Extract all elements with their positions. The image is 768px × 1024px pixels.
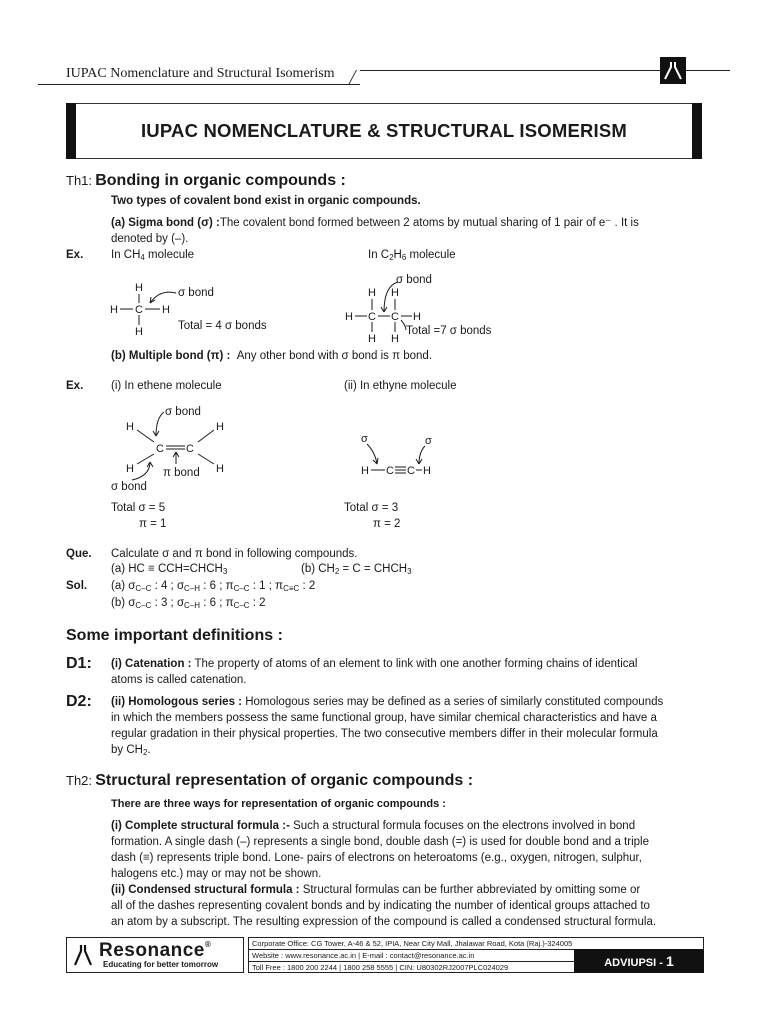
svg-text:C: C [391,311,399,323]
running-header: IUPAC Nomenclature and Structural Isomerism [66,66,335,81]
condensed-structural-formula: (ii) Condensed structural formula : Structural formulas can be further abbreviated by omitting some or all of the dashes representing covalent bonds and by indicating the number of identical groups attached to an atom by a subscript. The resulting expression of the compound is called a condensed structural formula. [111,884,657,928]
question-text: Calculate σ and π bond in following compounds. [111,548,358,560]
svg-text:H: H [423,465,431,477]
svg-text:H: H [126,463,134,475]
ch4-structure [100,275,300,345]
svg-text:H: H [413,311,421,323]
complete-structural-formula: (i) Complete structural formula :- Such a structural formula focuses on the electrons involved in bond formation. A single dash (–) represents a single bond, double dash (=) is used for double bond and a triple dash (≡) represents triple bond. Lone- pairs of electrons on heteroatoms (e.g., oxygen, nitrogen, sulphur, halogens etc.) may or may not be shown. [111,820,649,880]
d2-label: D2: [66,693,92,710]
c2h6-sigma-label: σ bond [396,274,432,286]
header-rule-right [686,70,730,71]
svg-text:σ: σ [361,433,368,445]
footer-office: Corporate Office: CG Tower, A-46 & 52, IPIA, Near City Mall, Jhalawar Road, Kota (Raj.)-324005 [249,938,703,950]
resonance-logo-icon [71,941,95,969]
th1-intro: Two types of covalent bond exist in organic compounds. [111,195,421,207]
svg-text:H: H [345,311,353,323]
header-rule [38,84,360,85]
svg-text:H: H [391,287,399,299]
footer-tollfree: Toll Free : 1800 200 2244 | 1800 258 5555 | CIN: U80302RJ2007PLC024029 [252,963,509,972]
header-rule-top [360,70,660,71]
svg-text:C: C [135,304,143,316]
ethyne-total-pi: π = 2 [373,518,401,530]
svg-text:H: H [110,304,118,316]
svg-text:C: C [386,465,394,477]
brand-tagline: Educating for better tomorrow [103,960,219,969]
title-bar-right [692,103,702,159]
example-label-2: Ex. [66,380,84,392]
footer-website: Website : www.resonance.ac.in | E-mail : contact@resonance.ac.in [249,950,575,962]
ethyne-total-sigma: Total σ = 3 [344,502,399,514]
svg-text:H: H [135,326,143,338]
question-label: Que. [66,548,92,560]
ethene-sigma-bottom: σ bond [111,481,147,493]
ethene-sigma-top: σ bond [165,406,201,418]
ethene-caption: (i) In ethene molecule [111,380,222,392]
svg-text:H: H [135,282,143,294]
solution-b: (b) $\sigma_{C-C}$ : 3 ; $\sigma_{C-H}$ : 6 ; $\pi_{C-C}$ : 2 [111,597,266,610]
svg-text:H: H [216,421,224,433]
header-logo-icon [660,57,686,84]
svg-text:H: H [126,421,134,433]
ethyne-caption: (ii) In ethyne molecule [344,380,457,392]
solution-label: Sol. [66,580,88,592]
svg-text:H: H [216,463,224,475]
solution-a: (a) $\sigma_{C-C}$ : 4 ; $\sigma_{C-H}$ : 6 ; $\pi_{C-C}$ : 1 ; $\pi_{C\equiv C}$ : 2 [111,580,316,593]
ethene-pi-label: π bond [163,467,200,479]
question-a: (a) HC ≡ $CCH=CHCH_3$ [111,563,228,576]
svg-text:C: C [186,443,194,455]
svg-text:H: H [162,304,170,316]
d1-label: D1: [66,655,92,672]
c2h6-caption: In $C_2H_6$ molecule [368,249,456,262]
th2-intro: There are three ways for representation of organic compounds : [111,798,446,810]
title-bar-left [66,103,76,159]
ethene-total-sigma: Total σ = 5 [111,502,166,514]
ch4-sigma-label: σ bond [178,287,214,299]
question-b: (b) $CH_2 = C$ = $CHCH_3$ [301,563,412,576]
footer-brand [66,937,244,973]
page-title: IUPAC NOMENCLATURE & STRUCTURAL ISOMERISM [140,120,628,141]
svg-text:C: C [407,465,415,477]
d2-text: (ii) Homologous series : Homologous series may be defined as a series of similarly constituted compounds in which the members possess the same functional group, have similar chemical characteristics and have a regular gradation in their physical properties. The two consecutive members differ in their molecular formula by $CH_2$. [111,696,664,757]
ethene-total-pi: π = 1 [139,518,167,530]
th2-heading: Th2: Structural representation of organic compounds : [66,772,474,789]
d1-text: (i) Catenation : The property of atoms of an element to link with one another forming chains of identical atoms is called catenation. [111,658,638,686]
svg-text:H: H [361,465,369,477]
multiple-bond-definition: (b) Multiple bond (π) : Any other bond with σ bond is π bond. [111,350,433,362]
header-rule-slant [348,70,357,85]
svg-text:C: C [156,443,164,455]
svg-text:σ: σ [425,435,432,447]
svg-text:H: H [368,333,376,345]
ch4-total: Total = 4 σ bonds [178,320,267,332]
example-label: Ex. [66,249,84,261]
sigma-definition: (a) Sigma bond (σ) :The covalent bond formed between 2 atoms by mutual sharing of 1 pair of e⁻ . It is denoted by (–). [111,217,639,245]
svg-text:C: C [368,311,376,323]
ethyne-structure [355,432,465,477]
ch4-caption: In $CH_4$ molecule [111,249,195,262]
svg-text:H: H [368,287,376,299]
brand-name: Resonance® [99,940,212,961]
c2h6-total: Total =7 σ bonds [406,325,492,337]
definitions-heading: Some important definitions : [66,627,283,644]
page-number: ADVIUPSI - 1 [574,949,704,973]
th1-heading: Th1: Bonding in organic compounds : [66,172,346,189]
svg-text:H: H [391,333,399,345]
